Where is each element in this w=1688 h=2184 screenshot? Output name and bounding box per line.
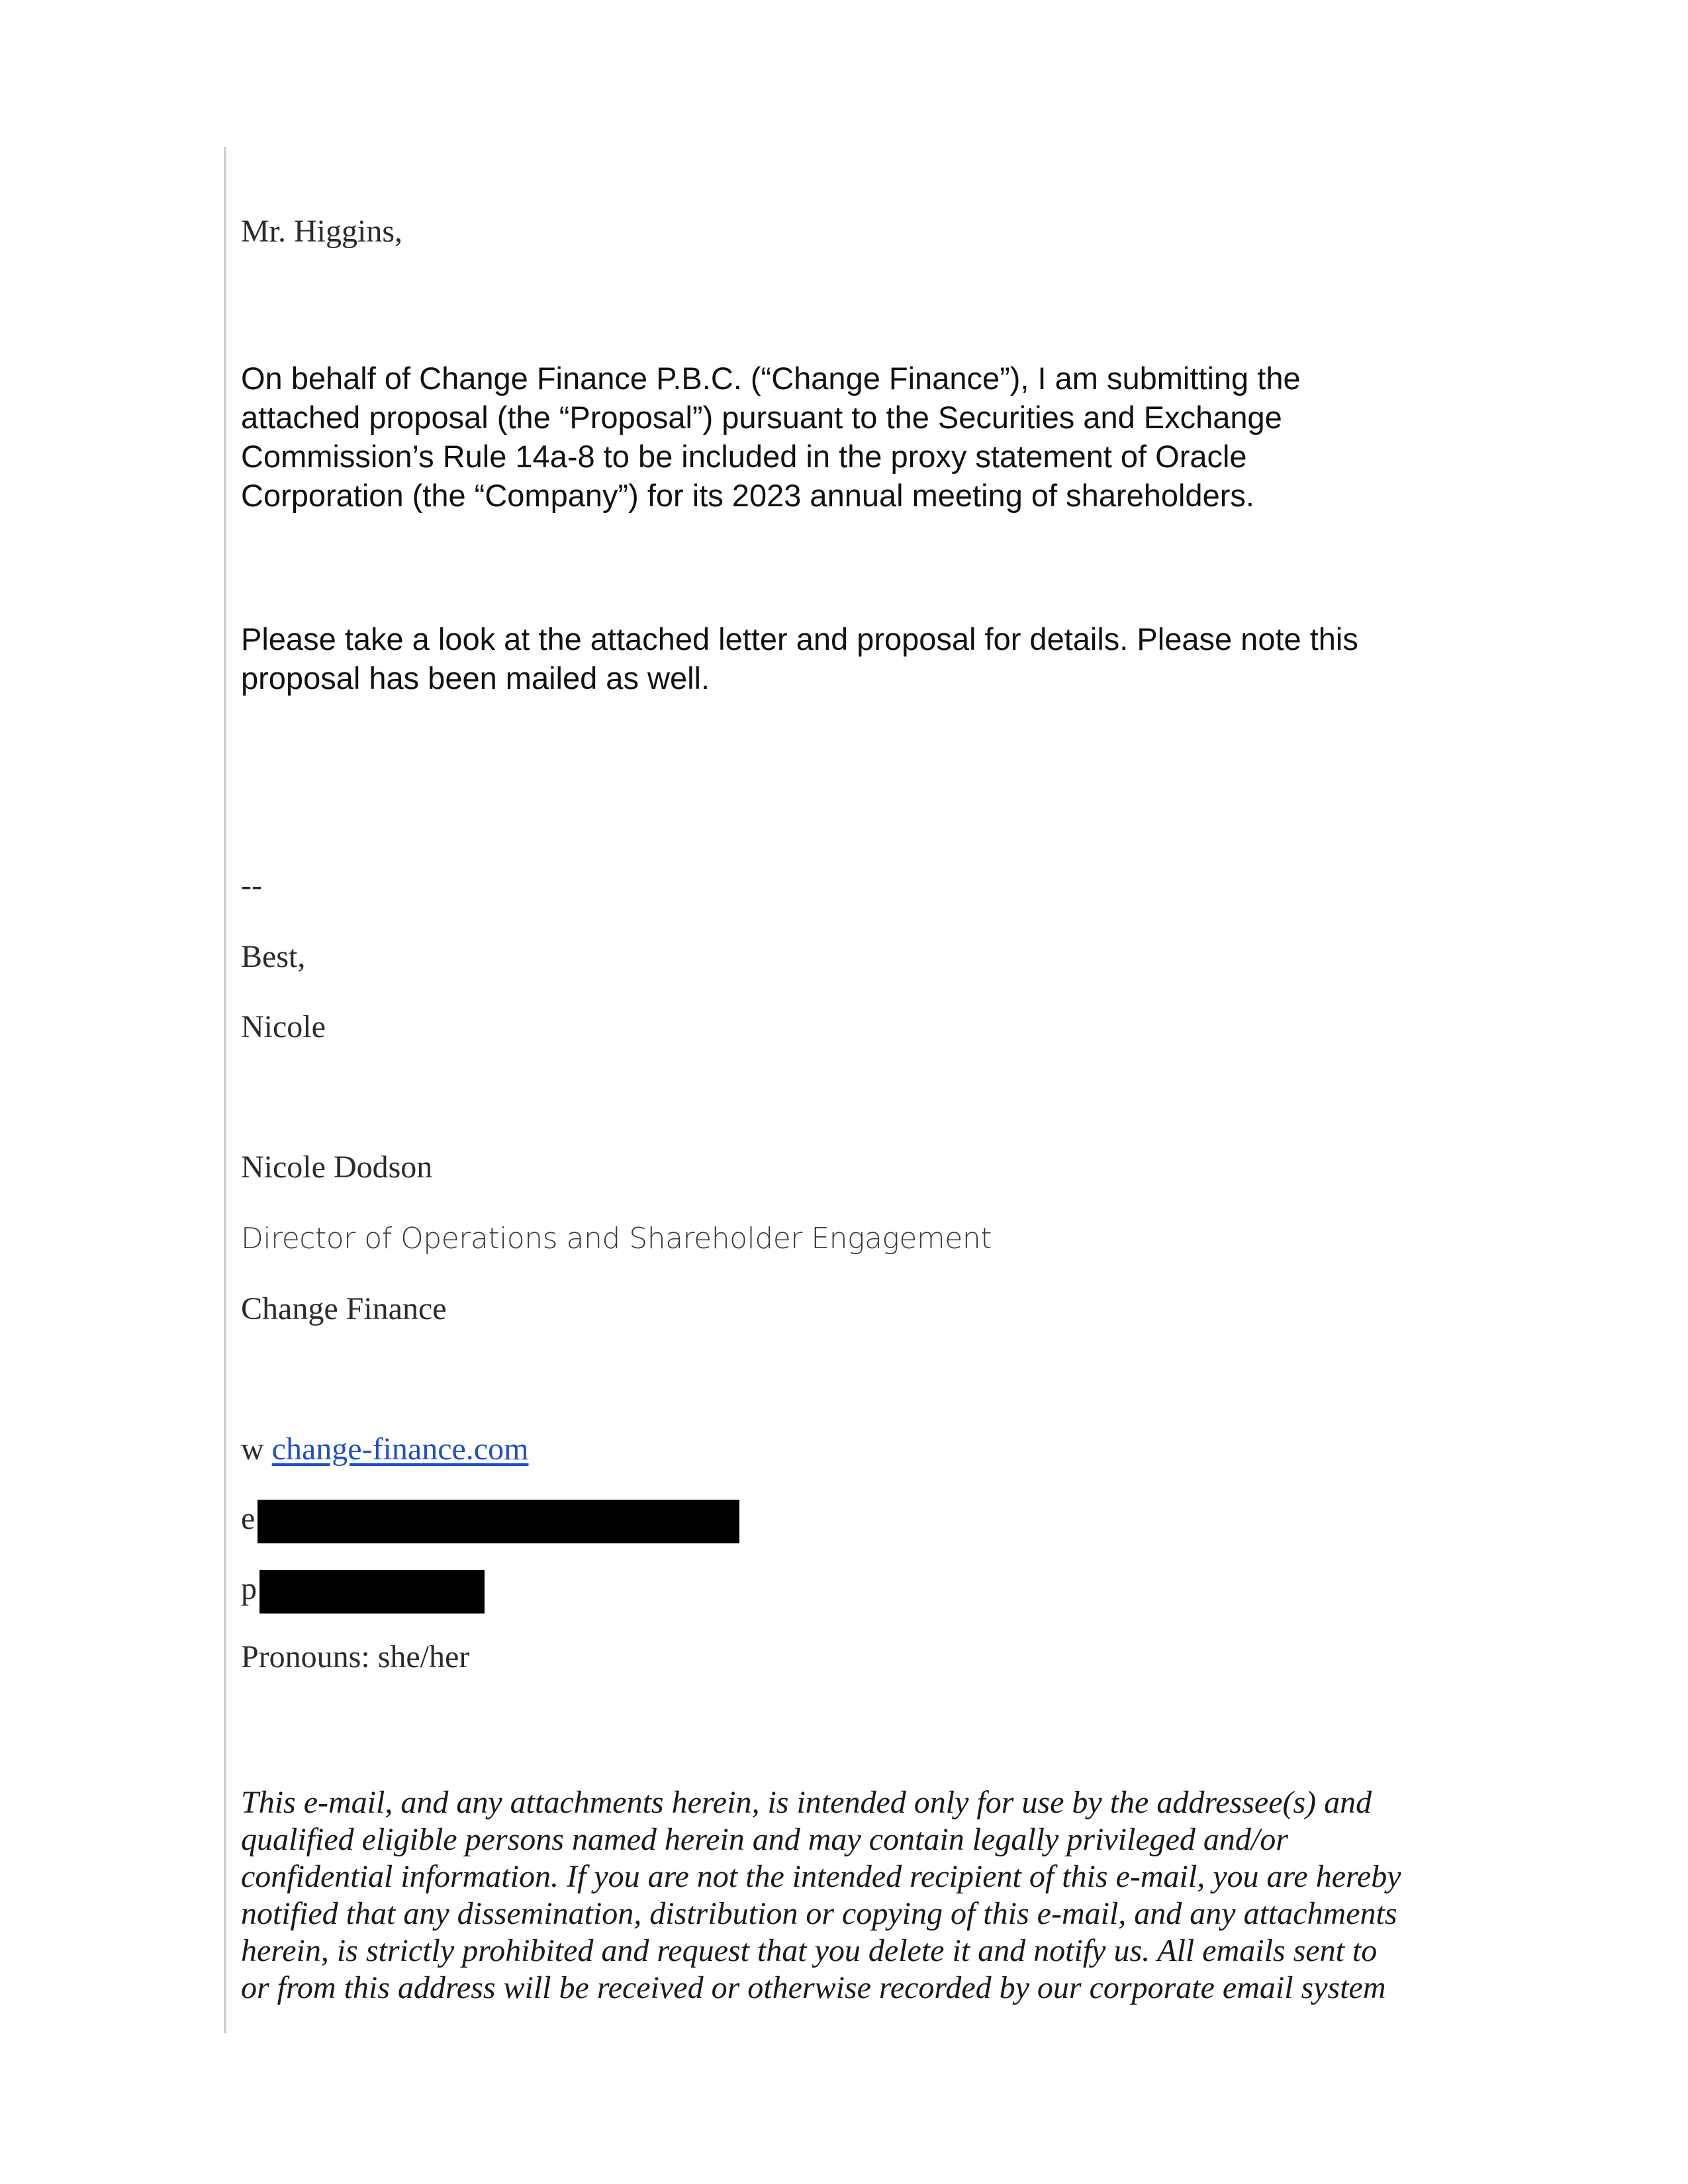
disclaimer-line: notified that any dissemination, distribution or copying of this e-mail, and any attachments bbox=[241, 1896, 1397, 1931]
paragraph-line: attached proposal (the “Proposal”) pursuant to the Securities and Exchange bbox=[241, 400, 1282, 435]
paragraph-submission bbox=[241, 359, 1301, 515]
email-line bbox=[241, 1500, 739, 1543]
paragraph-details bbox=[241, 619, 1358, 698]
website-line bbox=[241, 1431, 528, 1467]
salutation: Mr. Higgins, bbox=[241, 214, 403, 249]
disclaimer-line: This e-mail, and any attachments herein, is intended only for use by the addressee(s) and bbox=[241, 1785, 1372, 1820]
email-disclaimer bbox=[241, 1784, 1401, 2007]
phone-prefix: p bbox=[241, 1571, 257, 1607]
sender-title: Director of Operations and Shareholder Engagement bbox=[241, 1222, 992, 1255]
closing: Best, bbox=[241, 939, 306, 974]
disclaimer-line: or from this address will be received or otherwise recorded by our corporate email system bbox=[241, 1970, 1386, 2005]
website-link[interactable]: change-finance.com bbox=[271, 1432, 529, 1467]
disclaimer-line: herein, is strictly prohibited and request that you delete it and notify us. All emails sent to bbox=[241, 1933, 1378, 1968]
disclaimer-line: confidential information. If you are not the intended recipient of this e-mail, you are hereby bbox=[241, 1859, 1401, 1894]
sender-first-name: Nicole bbox=[241, 1009, 326, 1044]
paragraph-line: Please take a look at the attached letter and proposal for details. Please note this bbox=[241, 621, 1358, 657]
website-prefix: w bbox=[241, 1432, 264, 1467]
phone-redaction bbox=[259, 1570, 485, 1614]
paragraph-line: Commission’s Rule 14a-8 to be included in the proxy statement of Oracle bbox=[241, 439, 1247, 474]
paragraph-line: Corporation (the “Company”) for its 2023 annual meeting of shareholders. bbox=[241, 478, 1254, 513]
paragraph-line: On behalf of Change Finance P.B.C. (“Change Finance”), I am submitting the bbox=[241, 361, 1301, 396]
sender-full-name: Nicole Dodson bbox=[241, 1150, 433, 1185]
signature-separator: -- bbox=[241, 868, 262, 903]
paragraph-line: proposal has been mailed as well. bbox=[241, 660, 710, 696]
disclaimer-line: qualified eligible persons named herein and may contain legally privileged and/or bbox=[241, 1822, 1288, 1857]
pronouns: Pronouns: she/her bbox=[241, 1639, 470, 1674]
phone-line bbox=[241, 1570, 485, 1614]
sender-company: Change Finance bbox=[241, 1291, 447, 1326]
quote-bar bbox=[224, 147, 226, 2033]
email-prefix: e bbox=[241, 1501, 256, 1537]
email-redaction bbox=[258, 1500, 739, 1543]
